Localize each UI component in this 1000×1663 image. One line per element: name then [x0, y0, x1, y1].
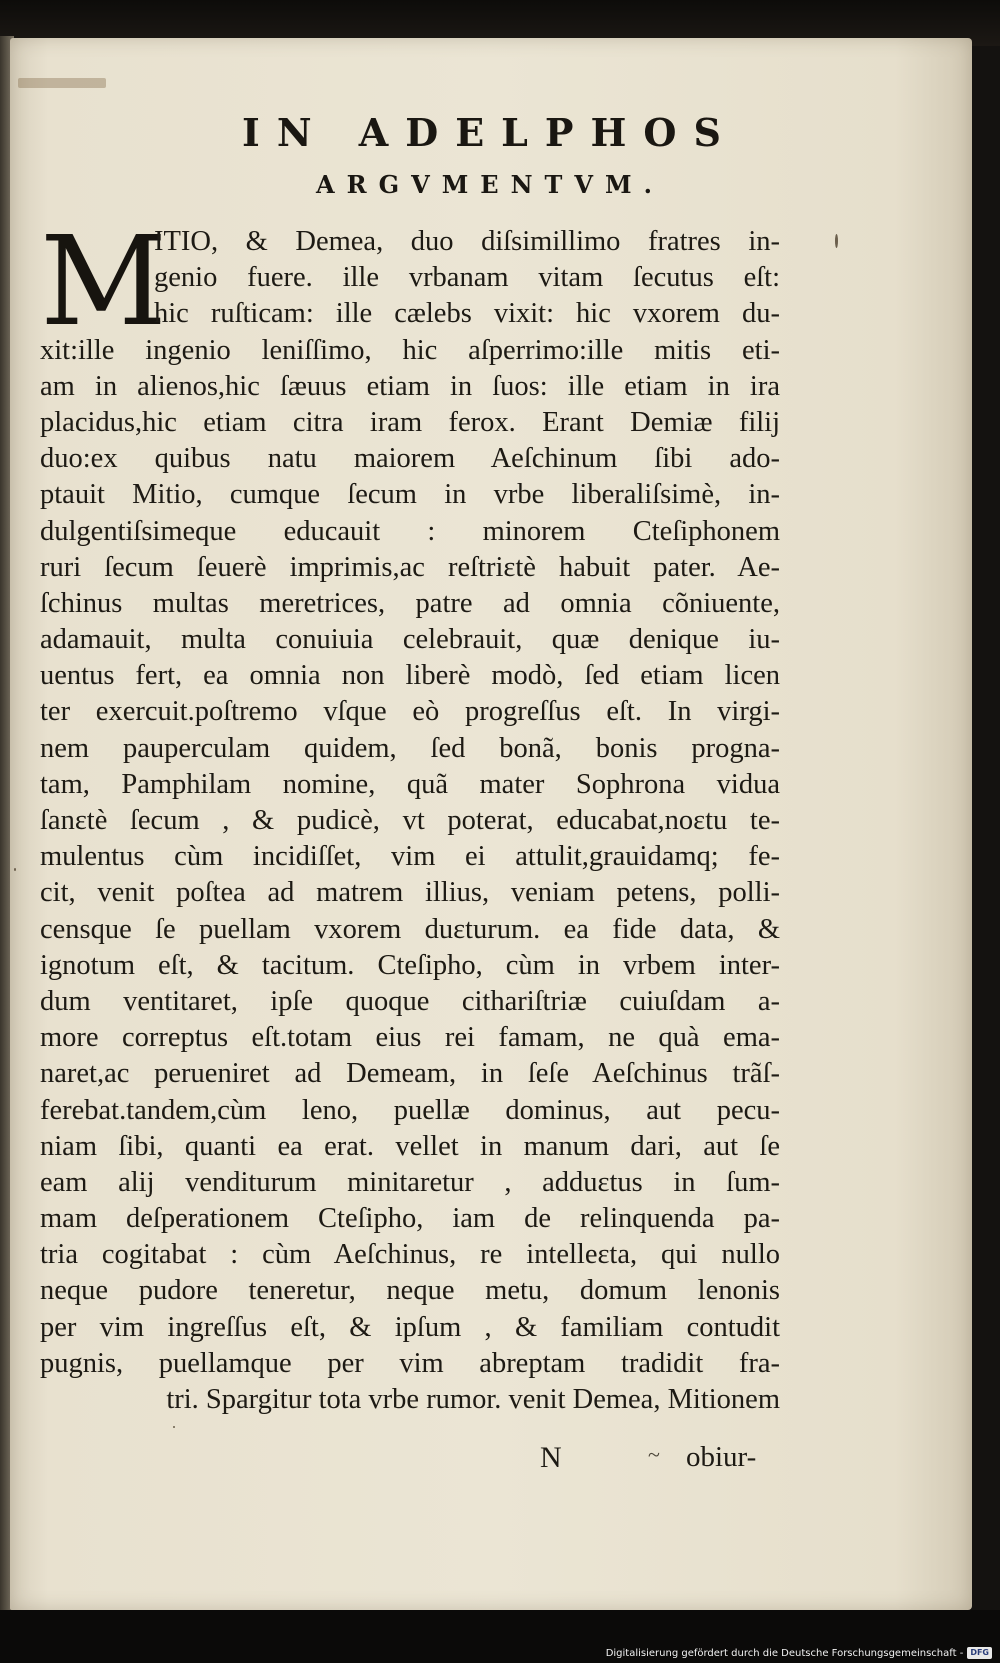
text-line: tam, Pamphilam nomine, quã mater Sophrona vidua: [40, 768, 780, 800]
credit-text: Digitalisierung gefördert durch die Deutsche Forschungsgemeinschaft -: [605, 1647, 964, 1659]
text-line: dum ventitaret, ipſe quoque cithariſtriæ cuiuſdam a-: [40, 985, 780, 1017]
text-line: hic ruſticam: ille cælebs vixit: hic vxorem du-: [154, 298, 780, 330]
text-line: duo:ex quibus natu maiorem Aeſchinum ſibi ado-: [40, 443, 780, 475]
paper-speck: [835, 234, 838, 248]
paper-speck: [14, 868, 16, 871]
text-line: censque ſe puellam vxorem duɛturum. ea fide data, &: [40, 913, 780, 945]
text-line: ſanɛtè ſecum , & pudicè, vt poterat, educabat,noɛtu te-: [40, 805, 780, 836]
ornament-dash: ~: [648, 1442, 660, 1467]
text-line: nem pauperculam quidem, ſed bonã, bonis progna-: [40, 732, 780, 764]
text-line: xit:ille ingenio leniſſimo, hic aſperrimo:ille mitis eti-: [40, 334, 780, 366]
paper-speck: [173, 1426, 175, 1428]
text-line: per vim ingreſſus eſt, & ipſum , & familiam contudit: [40, 1311, 780, 1343]
text-line: uentus fert, ea omnia non liberè modò, ſed etiam licen: [40, 660, 780, 692]
text-line: ferebat.tandem,cùm leno, puellæ dominus, aut pecu-: [40, 1094, 780, 1126]
text-line: more correptus eſt.totam eius rei famam, ne quà ema-: [40, 1022, 780, 1054]
text-line: cit, venit poſtea ad matrem illius, veniam petens, polli-: [40, 877, 780, 909]
text-line: ITIO, & Demea, duo diſsimillimo fratres in-: [154, 226, 780, 257]
digitization-credit: [606, 1647, 992, 1659]
text-line: ignotum eſt, & tacitum. Cteſipho, cùm in vrbem inter-: [40, 949, 780, 981]
text-line: ſchinus multas meretrices, patre ad omnia cõniuente,: [40, 587, 780, 619]
catchword: obiur-: [686, 1441, 757, 1473]
text-line: neque pudore teneretur, neque metu, domum lenonis: [40, 1275, 780, 1307]
text-line: naret,ac perueniret ad Demeam, in ſeſe Aeſchinus trãſ-: [40, 1058, 780, 1090]
page-subtitle: ARGVMENTVM.: [316, 170, 664, 199]
text-line: dulgentiſsimeque educauit : minorem Cteſiphonem: [40, 515, 780, 547]
text-line: tri. Spargitur tota vrbe rumor. venit Demea, Mitionem: [166, 1384, 780, 1415]
text-line: mam deſperationem Cteſipho, iam de relinquenda pa-: [40, 1203, 780, 1235]
text-line: tria cogitabat : cùm Aeſchinus, re intelleɛta, qui nullo: [40, 1239, 780, 1271]
text-line: ptauit Mitio, cumque ſecum in vrbe liberaliſsimè, in-: [40, 479, 780, 511]
text-line: am in alienos,hic ſæuus etiam in ſuos: ille etiam in ira: [40, 370, 780, 402]
page-title: IN ADELPHOS: [242, 110, 738, 155]
text-line: placidus,hic etiam citra iram ferox. Erant Demiæ filij: [40, 406, 780, 438]
book-page: [10, 38, 972, 1610]
page-edge-stain: [18, 78, 106, 88]
text-line: pugnis, puellamque per vim abreptam tradidit fra-: [40, 1347, 780, 1379]
text-line: eam alij venditurum minitaretur , adduɛtus in ſum-: [40, 1166, 780, 1198]
text-line: ter exercuit.poſtremo vſque eò progreſſus eſt. In virgi-: [40, 696, 780, 728]
text-line: ruri ſecum ſeuerè imprimis,ac reſtriɛtè habuit pater. Ae-: [40, 551, 780, 583]
drop-cap-initial: M: [40, 210, 167, 354]
text-line: genio fuere. ille vrbanam vitam ſecutus eſt:: [154, 262, 780, 294]
signature-mark: N: [540, 1441, 562, 1474]
dfg-logo: DFG: [967, 1647, 992, 1659]
text-line: niam ſibi, quanti ea erat. vellet in manum dari, aut ſe: [40, 1130, 780, 1162]
text-line: mulentus cùm incidiſſet, vim ei attulit,grauidamq; fe-: [40, 841, 780, 873]
text-line: adamauit, multa conuiuia celebrauit, quæ denique iu-: [40, 624, 780, 656]
argument-text: [40, 210, 780, 1418]
